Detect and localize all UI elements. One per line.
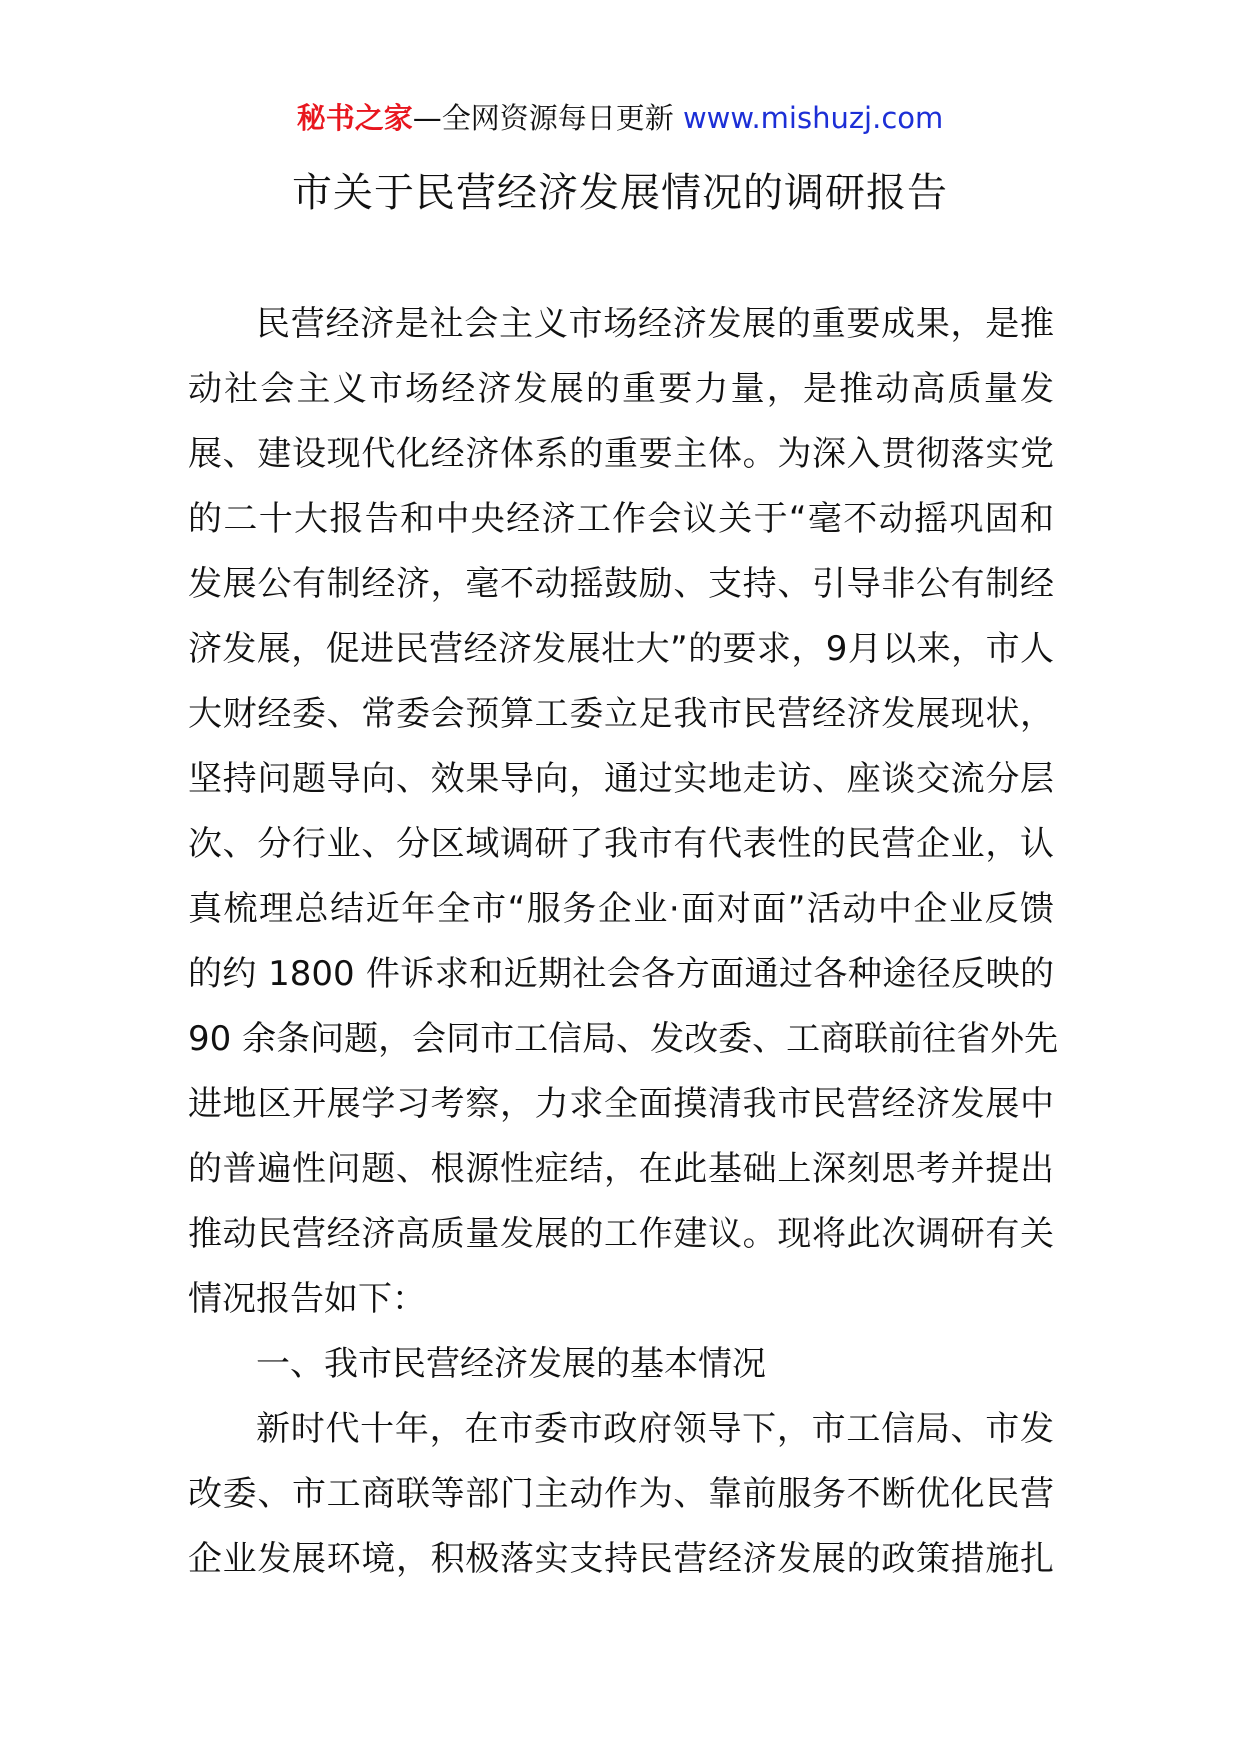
paragraph-line: 次、分行业、分区域调研了我市有代表性的民营企业，认 [188,824,1054,864]
paragraph-line: 推动民营经济高质量发展的工作建议。现将此次调研有关 [188,1214,1054,1254]
paragraph-line: 济发展，促进民营经济发展壮大”的要求，9月以来，市人 [188,629,1054,669]
paragraph-line: 展、建设现代化经济体系的重要主体。为深入贯彻落实党 [188,434,1054,474]
paragraph-line: 情况报告如下： [188,1279,426,1319]
paragraph-line: 民营经济是社会主义市场经济发展的重要成果，是推 [256,304,1054,344]
paragraph-line: 90 余条问题，会同市工信局、发改委、工商联前往省外先 [188,1019,1059,1059]
paragraph-line: 改委、市工商联等部门主动作为、靠前服务不断优化民营 [188,1474,1054,1514]
paragraph-line: 大财经委、常委会预算工委立足我市民营经济发展现状， [188,694,1054,734]
paragraph-line: 坚持问题导向、效果导向，通过实地走访、座谈交流分层 [188,759,1054,799]
paragraph-line: 发展公有制经济，毫不动摇鼓励、支持、引导非公有制经 [188,564,1054,604]
paragraph-line: 的普遍性问题、根源性症结，在此基础上深刻思考并提出 [188,1149,1054,1189]
paragraph-line: 动社会主义市场经济发展的重要力量，是推动高质量发 [188,369,1054,409]
site-url-link[interactable]: www.mishuzj.com [682,101,944,135]
brand-name: 秘书之家 [296,101,413,135]
paragraph-line: 真梳理总结近年全市“服务企业·面对面”活动中企业反馈 [188,889,1054,929]
paragraph-line: 的二十大报告和中央经济工作会议关于“毫不动摇巩固和 [188,499,1054,539]
section-heading: 一、我市民营经济发展的基本情况 [256,1344,766,1384]
paragraph-line: 新时代十年，在市委市政府领导下，市工信局、市发 [256,1409,1054,1449]
paragraph-line: 的约 1800 件诉求和近期社会各方面通过各种途径反映的 [188,954,1054,994]
banner-slogan: —全网资源每日更新 [412,101,683,135]
site-banner [0,98,1240,138]
document-body [188,292,1059,1592]
document-title: 市关于民营经济发展情况的调研报告 [292,170,948,216]
paragraph-line: 进地区开展学习考察，力求全面摸清我市民营经济发展中 [188,1084,1054,1124]
paragraph-line: 企业发展环境，积极落实支持民营经济发展的政策措施扎 [188,1539,1054,1579]
